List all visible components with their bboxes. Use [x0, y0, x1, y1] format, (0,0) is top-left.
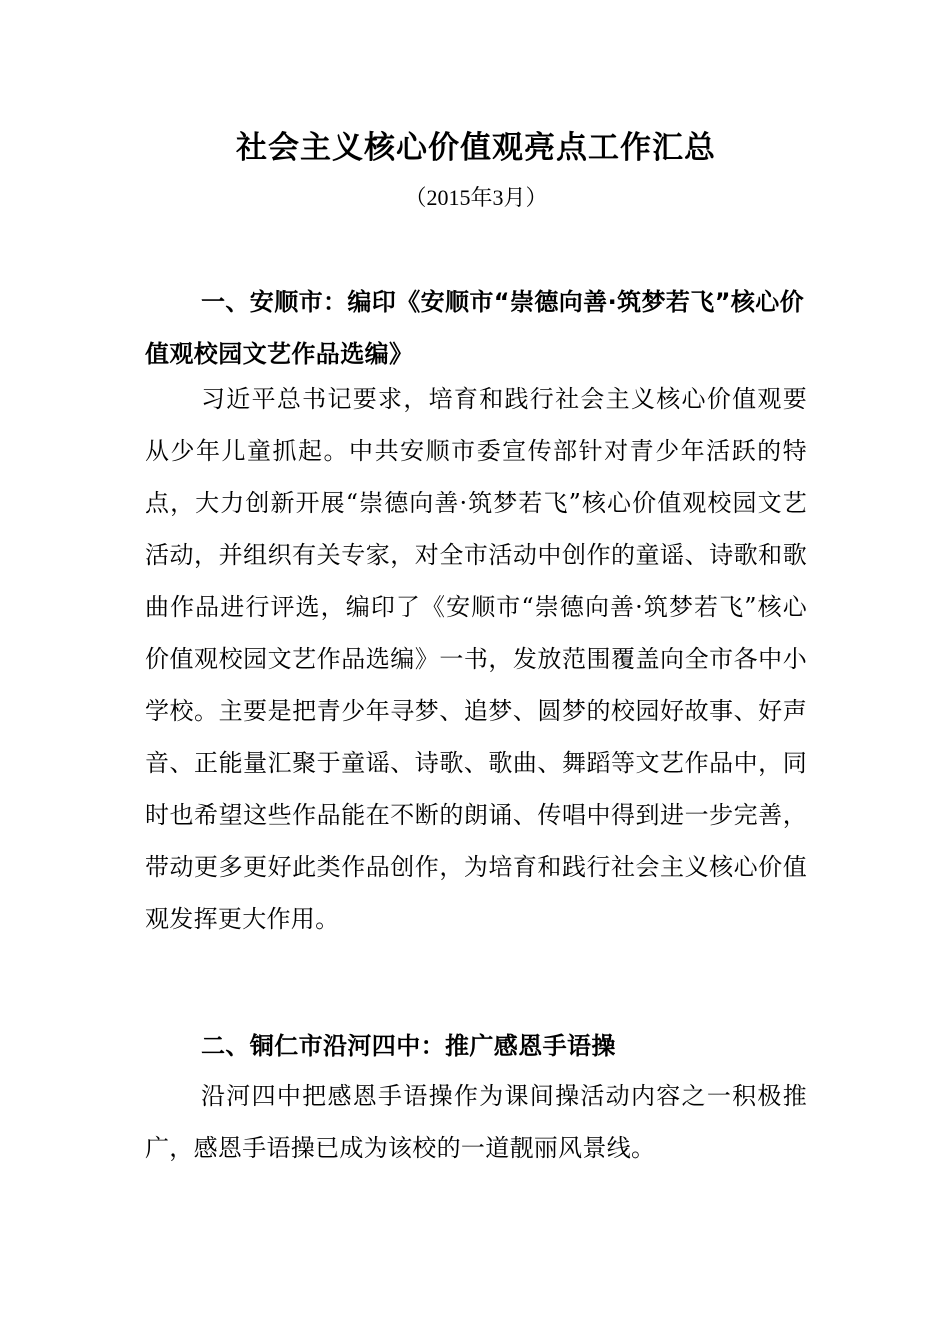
section-2-body: 沿河四中把感恩手语操作为课间操活动内容之一积极推广，感恩手语操已成为该校的一道靓丽风景线。	[145, 1082, 807, 1162]
section-1-heading: 一、安顺市：编印《安顺市“崇德向善·筑梦若飞”核心价值观校园文艺作品选编》	[145, 288, 805, 368]
section-2-heading: 二、铜仁市沿河四中：推广感恩手语操	[201, 1032, 616, 1060]
document-date: （2015年3月）	[404, 185, 548, 210]
section-1-body: 习近平总书记要求，培育和践行社会主义核心价值观要从少年儿童抓起。中共安顺市委宣传部针对青少年活跃的特点，大力创新开展“崇德向善·筑梦若飞”核心价值观校园文艺活动，并组织有关专家，对全市活动中创作的童谣、诗歌和歌曲作品进行评选，编印了《安顺市“崇德向善·筑梦若飞”核心价值观校园文艺作品选编》一书，发放范围覆盖向全市各中小学校。主要是把青少年寻梦、追梦、圆梦的校园好故事、好声音、正能量汇聚于童谣、诗歌、歌曲、舞蹈等文艺作品中，同时也希望这些作品能在不断的朗诵、传唱中得到进一步完善，带动更多更好此类作品创作，为培育和践行社会主义核心价值观发挥更大作用。	[145, 385, 807, 933]
document-title: 社会主义核心价值观亮点工作汇总	[236, 130, 716, 166]
